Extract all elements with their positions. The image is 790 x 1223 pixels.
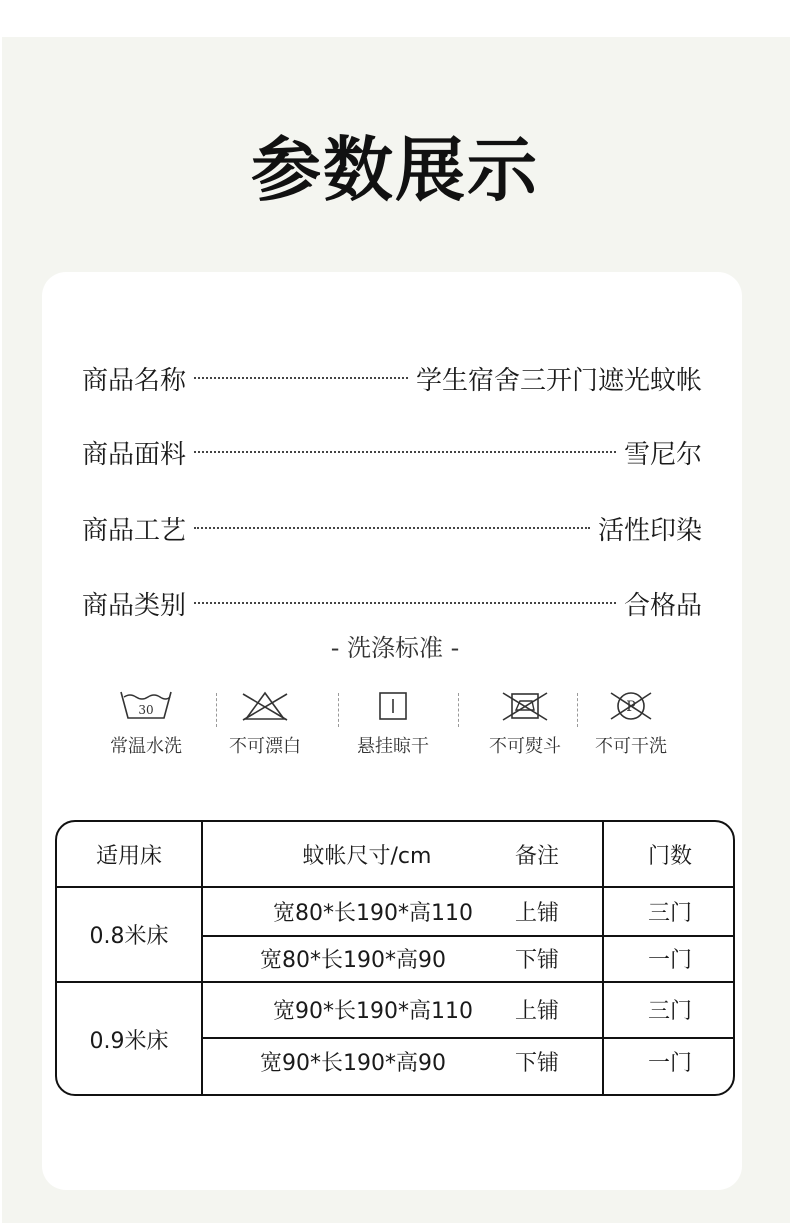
- divider: [458, 693, 459, 727]
- dotted-leader: [194, 527, 590, 529]
- wash-item-normal: [86, 688, 206, 758]
- table-header-size: 蚊帐尺寸/cm: [302, 843, 432, 869]
- param-row-name: [82, 358, 702, 398]
- table-cell-size: 宽80*长190*高110: [273, 900, 473, 926]
- wash-item-no-iron: [465, 688, 585, 758]
- hang-dry-icon: [375, 688, 411, 724]
- table-cell-doors: 三门: [647, 999, 692, 1024]
- wash-section-title: - 洗涤标准 -: [330, 634, 460, 662]
- param-value: 合格品: [623, 590, 702, 621]
- page-title: 参数展示: [251, 129, 539, 211]
- dotted-leader: [194, 602, 616, 604]
- table-cell-bed: 0.9米床: [89, 1028, 169, 1054]
- table-cell-note: 下铺: [514, 1050, 559, 1076]
- wash-30-icon: [118, 688, 174, 724]
- no-bleach-icon: [239, 688, 291, 724]
- param-row-fabric: [82, 432, 702, 472]
- size-table: [55, 820, 735, 1096]
- table-cell-note: 上铺: [514, 900, 559, 926]
- table-header-note: 备注: [514, 843, 559, 869]
- param-label: 商品面料: [82, 439, 187, 470]
- table-cell-size: 宽90*长190*高90: [260, 1050, 446, 1076]
- wash-item-hang-dry: [333, 688, 453, 758]
- param-label: 商品名称: [82, 365, 187, 396]
- table-cell-doors: 一门: [647, 1050, 692, 1076]
- wash-temp: 30: [138, 703, 154, 717]
- table-cell-note: 下铺: [514, 948, 559, 973]
- param-row-craft: [82, 508, 702, 548]
- dotted-leader: [194, 451, 616, 453]
- table-cell-doors: 一门: [647, 948, 692, 973]
- table-header-bed: 适用床: [95, 843, 162, 869]
- dry-clean-mark: P: [626, 699, 636, 715]
- no-dry-clean-icon: [605, 688, 657, 724]
- wash-label: 悬挂晾干: [357, 736, 429, 757]
- param-value: 雪尼尔: [623, 439, 702, 470]
- wash-item-no-dry-clean: [571, 688, 691, 758]
- param-value: 学生宿舍三开门遮光蚊帐: [415, 365, 702, 396]
- no-iron-icon: [499, 688, 551, 724]
- param-row-category: [82, 583, 702, 623]
- wash-label: 不可熨斗: [489, 736, 561, 757]
- wash-item-no-bleach: [205, 688, 325, 758]
- table-cell-doors: 三门: [647, 900, 692, 926]
- param-label: 商品工艺: [82, 515, 187, 546]
- param-value: 活性印染: [597, 515, 702, 546]
- table-cell-note: 上铺: [514, 999, 559, 1024]
- wash-label: 不可漂白: [229, 736, 301, 757]
- table-cell-size: 宽90*长190*高110: [273, 999, 473, 1024]
- table-cell-bed: 0.8米床: [89, 923, 169, 949]
- table-cell-size: 宽80*长190*高90: [260, 948, 446, 973]
- wash-label: 不可干洗: [595, 736, 667, 757]
- table-header-doors: 门数: [647, 843, 692, 869]
- wash-label: 常温水洗: [110, 736, 182, 757]
- param-label: 商品类别: [82, 590, 187, 621]
- dotted-leader: [194, 377, 408, 379]
